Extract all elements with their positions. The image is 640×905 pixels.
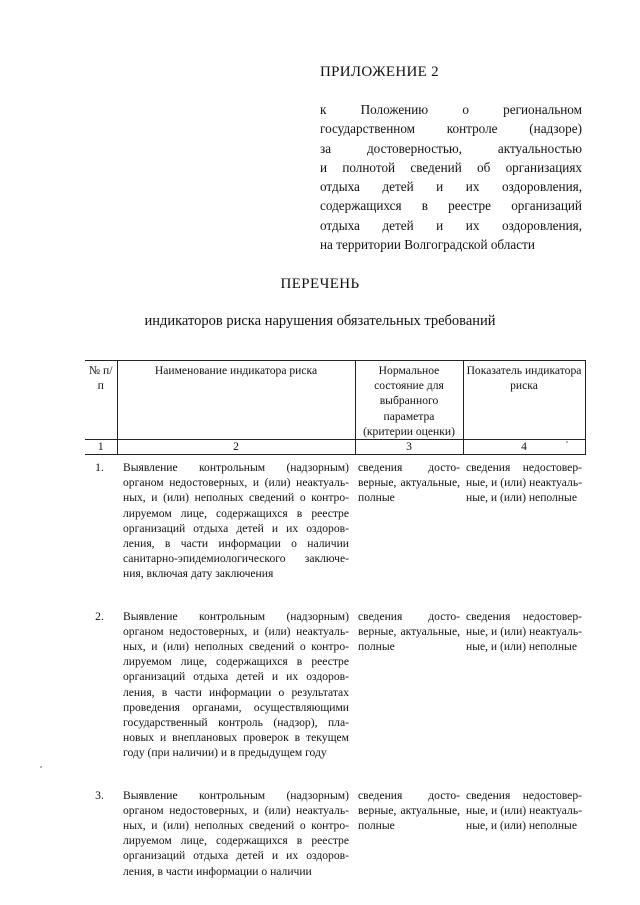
table-row bbox=[85, 604, 585, 761]
appendix-line: отдыха детей и их оздоровления, bbox=[320, 217, 582, 233]
column-number: 3 bbox=[355, 440, 463, 455]
column-number: 1 bbox=[85, 440, 117, 455]
indicator-value: сведения недостоверные, и (или) неактуальные, и (или) неполные bbox=[466, 609, 582, 654]
row-number: 3. bbox=[95, 788, 104, 802]
scan-speck bbox=[40, 766, 42, 768]
normal-state: сведения достоверные, актуальные, полные bbox=[358, 461, 460, 505]
indicator-name: Выявление контрольным (надзорным) органом недостоверных, и (или) неактуальных, и (или) неполных сведений о контролируемом лице, содержащихся в реестре организаций отдыха детей и их оздоровления, в части информации о результатах проведения органами, осуществляющими государственный контроль (надзор), плановых и внеплановых проверок в текущем году (при наличии) и в предыдущем году bbox=[123, 609, 349, 760]
risk-indicators-table bbox=[85, 360, 586, 879]
row-number: 2. bbox=[95, 609, 104, 623]
header-indicator: Показатель индикатора риска bbox=[463, 361, 585, 440]
appendix-title: ПРИЛОЖЕНИЕ 2 bbox=[320, 64, 439, 80]
table-row bbox=[85, 455, 585, 582]
indicator-name: Выявление контрольным (надзорным) органом недостоверных, и (или) неактуальных, и (или) неполных сведений о контролируемом лице, содержащихся в реестре организаций отдыха детей и их оздоровления, в части информации о наличии bbox=[123, 788, 349, 878]
header-num: № п/п bbox=[85, 361, 117, 440]
scan-speck bbox=[566, 441, 568, 443]
appendix-line: государственном контроле (надзоре) bbox=[320, 121, 582, 137]
table-header-row bbox=[85, 361, 585, 440]
appendix-line: содержащихся в реестре организаций bbox=[320, 198, 582, 214]
header-norm: Нормальное состояние для выбранного параметра (критерии оценки) bbox=[355, 361, 463, 440]
row-number: 1. bbox=[95, 461, 104, 475]
indicator-name: Выявление контрольным (надзорным) органом недостоверных, и (или) неактуальных, и (или) неполных сведений о контролируемом лице, содержащихся в реестре организаций отдыха детей и их оздоровления, в части информации о наличии санитарно-эпидемиологического заключения, включая дату заключения bbox=[123, 461, 349, 581]
header-name: Наименование индикатора риска bbox=[117, 361, 355, 440]
table-column-numbers-row bbox=[85, 440, 585, 455]
appendix-reference bbox=[320, 100, 582, 254]
appendix-line: за достоверностью, актуальностью bbox=[320, 140, 582, 156]
table-row bbox=[85, 783, 585, 879]
indicator-value: сведения недостоверные, и (или) неактуальные, и (или) неполные bbox=[466, 461, 582, 505]
appendix-line: к Положению о региональном bbox=[320, 102, 582, 117]
column-number: 4 bbox=[463, 440, 585, 455]
appendix-line: и полнотой сведений об организациях bbox=[320, 159, 582, 175]
column-number: 2 bbox=[117, 440, 355, 455]
normal-state: сведения достоверные, актуальные, полные bbox=[358, 788, 460, 833]
normal-state: сведения достоверные, актуальные, полные bbox=[358, 609, 460, 654]
appendix-line: отдыха детей и их оздоровления, bbox=[320, 179, 582, 195]
list-title: ПЕРЕЧЕНЬ bbox=[280, 276, 360, 292]
indicator-value: сведения недостоверные, и (или) неактуальные, и (или) неполные bbox=[466, 788, 582, 833]
list-subtitle: индикаторов риска нарушения обязательных требований bbox=[144, 313, 496, 329]
appendix-line: на территории Волгоградской области bbox=[320, 237, 535, 253]
